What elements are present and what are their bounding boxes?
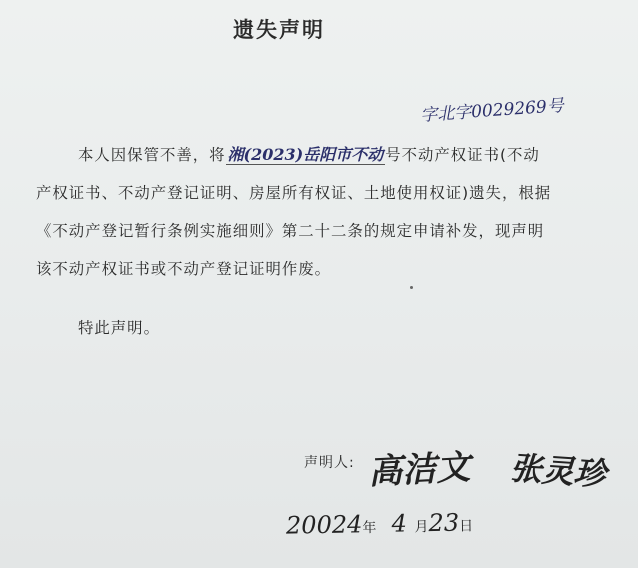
document-title: 遗失声明: [233, 18, 325, 42]
declaration-body: [36, 136, 556, 288]
closing-statement: 特此声明。: [78, 319, 160, 337]
date-day-unit: 日: [459, 518, 474, 535]
body-rest: 号不动产权证书(不动产权证书、不动产登记证明、房屋所有权证、土地使用权证)遗失，根据《不动产登记暂行条例实施细则》第二十二条的规定申请补发，现声明该不动产权证书或不动产登记证明作废。: [36, 146, 552, 278]
date-year-unit: 年: [362, 520, 377, 537]
handwritten-annotation: 字北字0029269号: [419, 96, 565, 126]
handwritten-date: [286, 508, 474, 539]
date-month-unit: 月: [414, 519, 429, 536]
signer-label: 声明人:: [304, 455, 355, 471]
date-month: 4: [391, 509, 408, 538]
signature-2: 张灵珍: [508, 448, 608, 494]
date-year: 20024: [285, 510, 363, 540]
certificate-number: 湘(2023)岳阳市不动: [227, 145, 384, 164]
body-intro: 本人因保管不善，将: [78, 146, 226, 164]
date-day: 23: [428, 508, 460, 538]
ink-dot: [410, 286, 413, 289]
signature-1: 高洁文: [367, 447, 472, 493]
